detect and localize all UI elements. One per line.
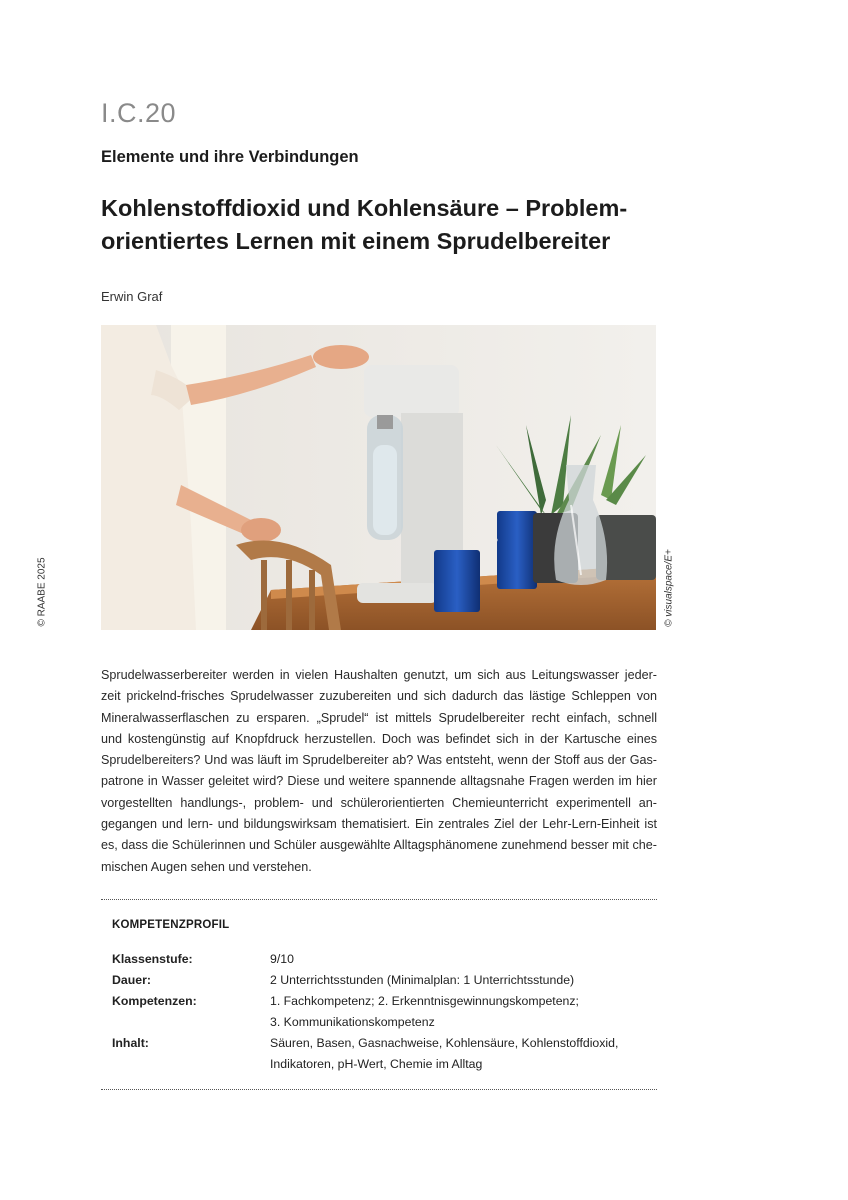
profile-label: Kompetenzen: [112,994,197,1008]
subject-heading: Elemente und ihre Verbindungen [101,148,359,166]
profile-value: Säuren, Basen, Gasnachweise, Kohlensäure, Kohlenstoffdioxid, [270,1036,619,1050]
unit-code: I.C.20 [101,98,177,128]
profile-label: Inhalt: [112,1036,149,1050]
abstract-line: patrone in Wasser geleitet wird? Diese und weitere spannende alltagsnahe Fragen werden im hier [101,774,657,789]
profile-value: Indikatoren, pH-Wert, Chemie im Alltag [270,1057,483,1071]
abstract-line: Sprudelwasserbereiter werden in vielen Haushalten genutzt, um sich aus Leitungswasser jeder- [101,668,657,682]
profile-value: 2 Unterrichtsstunden (Minimalplan: 1 Unterrichtsstunde) [270,973,575,987]
title-line: orientiertes Lernen mit einem Sprudelbereiter [101,228,611,254]
profile-label: Klassenstufe: [112,952,193,966]
abstract-line: zeit prickelnd-frisches Sprudelwasser zuzubereiten und sich dadurch das lästige Schleppen von [101,689,657,704]
author-name: Erwin Graf [101,289,163,304]
profile-value: 1. Fachkompetenz; 2. Erkenntnisgewinnungskompetenz; [270,994,579,1008]
abstract-line: vorgestellten handlungs-, problem- und schülerorientierten Chemieunterricht experimentell an- [101,795,657,810]
abstract-line: Mineralwasserflaschen zu ersparen. „Sprudel“ ist mittels Sprudelbereiter recht einfach, schnell [101,710,657,725]
abstract-line: und kostengünstig auf Knopfdruck herzustellen. Doch was befindet sich in der Kartusche eines [101,731,657,746]
profile-heading: KOMPETENZPROFIL [112,919,230,931]
copyright-note: © RAABE 2025 [36,557,48,627]
page-title [101,192,701,258]
cover-photo [101,325,656,630]
divider-top [101,899,657,900]
title-line: Kohlenstoffdioxid und Kohlensäure – Problem- [101,195,628,221]
abstract-text [101,665,657,878]
divider-bottom [101,1089,657,1090]
profile-label: Dauer: [112,973,151,987]
profile-value: 9/10 [270,952,294,966]
abstract-line: mischen Augen sehen und verstehen. [101,859,312,874]
profile-value: 3. Kommunikationskompetenz [270,1015,435,1029]
abstract-line: es, dass die Schülerinnen und Schüler ausgewählte Alltagsphänomene zunehmend besser mit che- [101,838,657,853]
photo-credit: © visualspace/E+ [663,549,675,627]
abstract-line: Sprudelbereiters? Und was läuft im Sprudelbereiter ab? Was entsteht, wenn der Stoff aus der Gas- [101,753,657,768]
abstract-line: gegangen und lern- und bildungswirksam thematisiert. Ein zentrales Ziel der Lehr-Lern-Einheit ist [101,817,657,832]
